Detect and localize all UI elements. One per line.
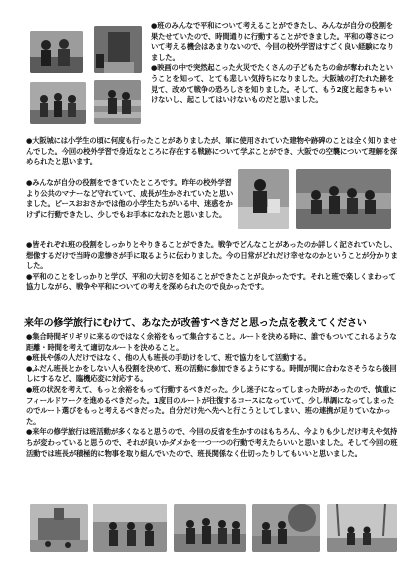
comments-middle-left [26, 178, 234, 220]
section-heading: 来年の修学旅行にむけて、あなたが改善すべきだと思った点を教えてください [24, 318, 367, 329]
photo-students-posing [30, 31, 83, 73]
comments-lower-full [26, 240, 398, 293]
comment-paragraph: ●映画の中で突然起こった火災でたくさんの子どもたちの命が奪われたということを知って、とても悲しい気持ちになりました。大阪城の打たれた跡を見て、改めて戦争の恐ろしさを知りました。そして、もう2度と起きちゃいけないし、起こしてはいけないものだと思いました。 [151, 63, 394, 105]
photo-students-bare-trees [327, 504, 397, 552]
comment-paragraph: ●皆それぞれ班の役割をしっかりとやりきることができた。戦争でどんなことがあったのか詳しく記されていたし、想像するだけで当時の悲惨さが手に取るように伝わりました。今の日常がどれだけ幸せなのかということが分かりました。 [26, 240, 398, 271]
improvement-item: ●ふだん班長とかをしない人も役割を決めて、班の活動に参加できるようにする。時間が間に合わなさそうなら後回しにするなど、臨機応変に対応する。 [26, 363, 397, 384]
improvement-list [26, 332, 398, 459]
comment-paragraph: ●みんなが自分の役割をできていたところです。昨年の校外学習より公共のマナーなど守れていて、成長が生かされていたと思いました。ピースおおさかでは他の小学生たちがいる中、迷惑をかけずに行動できたし、少しでもお手本になれたと思いました。 [26, 178, 234, 219]
photo-castle-building [30, 504, 88, 552]
improvement-item: ●集合時間ギリギリに来るのではなく余裕をもって集合すること。ルートを決める時に、誰でもついてこれるような距離・時間を考えて適切なルートを決めること。 [26, 332, 397, 352]
photo-memorial-stone [94, 26, 142, 73]
photo-students-park [174, 504, 246, 552]
improvement-item: ●来年の修学旅行は班活動が多くなると思うので、今回の反省を生かすのはもちろん、今よりも少しだけ考えや気持ちが変わっていると思うので、それが良いかダメかを一つ一つの行動で考えたらいいと思いました。そして今回の班活動では班長が積極的に物事を取り組んでいたので、班長関係なく仕切ったりしてもいいと思いました。 [26, 427, 398, 458]
photo-group-crouching [296, 169, 391, 229]
photo-students-tree [252, 504, 320, 552]
photo-students-wall [93, 504, 167, 552]
improvement-item: ●班長や係の人だけではなく、他の人も班長の手助けをして、班で協力をして活動する。 [26, 353, 311, 363]
comment-paragraph: ●班のみんなで平和について考えることができたし、みんなが自分の役割を果たせていたので、時間通りに行動することができました。平和の尊さについて考える機会はあまりないので、今回の校外学習はすごく良い経験になりました。 [151, 21, 394, 62]
comment-paragraph: ●平和のことをしっかりと学び、平和の大切さを知ることができたことが良かったです。それと班で楽しくまわって協力しながら、戦争や平和についての考えを深められたので良かったです。 [26, 271, 396, 292]
comment-paragraph: ●大阪城には小学生の頃に何度も行ったことがありましたが、軍に使用されていた建物や跡碑のことは全く知りませんでした。今回の校外学習で身近なところに存在する戦跡について学ぶことができ、大阪での空襲について理解を深められたと思います。 [26, 136, 398, 167]
comments-middle-full [26, 136, 398, 168]
improvement-item: ●班の状況を考えて、もっと余裕をもって行動するべきだった。少し迷子になってしまった時があったので、慎重にフィールドワークを進めるべきだった。1度目のルートが往復するコースになっていて、少し単調になってしまったのでルート選びをもっと考えるべきだった。自分だけ先へ先へと行こうとしてしまい、班の連携が足りていなかった。 [26, 384, 397, 426]
photo-group-standing [30, 82, 86, 124]
photo-students-stairs [94, 80, 141, 124]
comments-top-right [151, 21, 397, 106]
photo-students-sitting [238, 169, 289, 229]
